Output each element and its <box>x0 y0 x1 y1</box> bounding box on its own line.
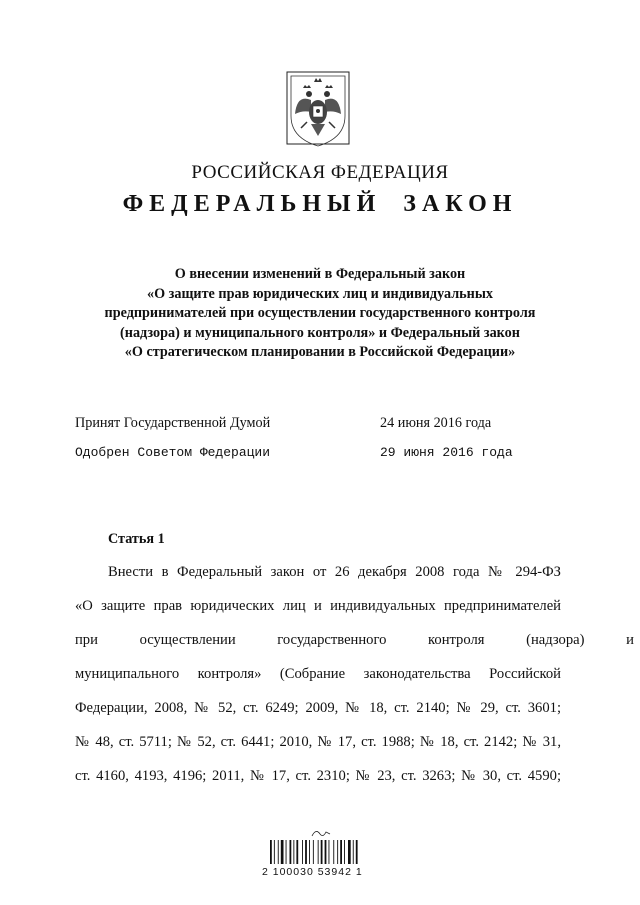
law-title <box>60 265 580 363</box>
article-heading: Статья 1 <box>108 531 165 547</box>
article-line: при осуществлении государственного контроля (надзора) и <box>75 632 634 648</box>
duma-label: Принят Государственной Думой <box>75 415 271 431</box>
council-label: Одобрен Советом Федерации <box>75 445 271 460</box>
title-line: «О стратегическом планировании в Российской Федерации» <box>124 344 516 360</box>
country-name: РОССИЙСКАЯ ФЕДЕРАЦИЯ <box>191 162 449 183</box>
article-line: ст. 4160, 4193, 4196; 2011, № 17, ст. 2310; № 23, ст. 3263; № 30, ст. 4590; <box>75 768 561 784</box>
article-line: муниципального контроля» (Собрание законодательства Российской <box>75 666 561 682</box>
article-line: Федерации, 2008, № 52, ст. 6249; 2009, № 18, ст. 2140; № 29, ст. 3601; <box>75 700 561 716</box>
barcode-icon <box>268 826 372 866</box>
article-line: Внести в Федеральный закон от 26 декабря 2008 года № 294-ФЗ <box>108 564 561 580</box>
title-line: (надзора) и муниципального контроля» и Федеральный закон <box>120 324 520 341</box>
barcode-number: 2 100030 53942 1 <box>262 866 363 878</box>
duma-date: 24 июня 2016 года <box>380 415 492 431</box>
title-line: О внесении изменений в Федеральный закон <box>174 266 466 282</box>
article-line: «О защите прав юридических лиц и индивидуальных предпринимателей <box>75 598 561 614</box>
article-line: № 48, ст. 5711; № 52, ст. 6441; 2010, № 17, ст. 1988; № 18, ст. 2142; № 31, <box>75 734 561 750</box>
title-line: предпринимателей при осуществлении государственного контроля <box>104 305 536 321</box>
coat-of-arms-icon <box>281 66 355 150</box>
council-date: 29 июня 2016 года <box>380 445 513 460</box>
document-type: ФЕДЕРАЛЬНЫЙ ЗАКОН <box>122 191 518 217</box>
title-line: «О защите прав юридических лиц и индивидуальных <box>146 285 494 302</box>
